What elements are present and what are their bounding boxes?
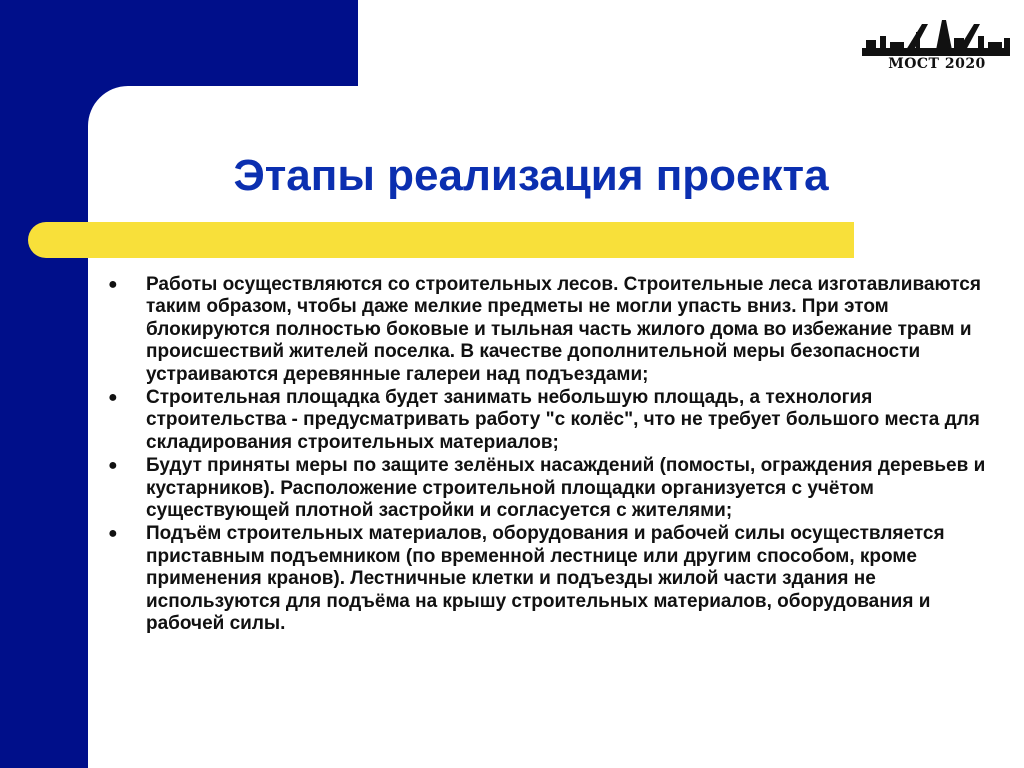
bullet-dot-icon: ● — [108, 457, 118, 475]
bullet-text: Будут приняты меры по защите зелёных насаждений (помосты, ограждения деревьев и кустарников). Расположение строительной площадки организуется с учётом существующей плотной застройки и согласуется с жителями; — [146, 455, 986, 522]
yellow-accent-band — [28, 222, 854, 258]
bullet-item — [104, 274, 994, 386]
bullet-item — [104, 387, 994, 454]
bullet-list — [104, 274, 994, 637]
bullet-text: Подъём строительных материалов, оборудования и рабочей силы осуществляется приставным подъемником (по временной лестнице или другим способом, кроме применения кранов). Лестничные клетки и подъезды жилой части здания не используются для подъёма на крышу строительных материалов, оборудования и рабочей силы. — [146, 523, 945, 635]
bullet-item — [104, 523, 994, 635]
bullet-dot-icon: ● — [108, 389, 118, 407]
bullet-dot-icon: ● — [108, 276, 118, 293]
logo-caption: МОСТ 2020 — [888, 56, 986, 72]
bullet-text: Строительная площадка будет занимать небольшую площадь, а технология строительства - предусматривать работу "с колёс", что не требует большого места для складирования строительных материалов; — [146, 387, 980, 453]
bullet-dot-icon: ● — [108, 525, 118, 543]
bullet-text: Работы осуществляются со строительных лесов. Строительные леса изготавливаются таким образом, чтобы даже мелкие предметы не могли упасть вниз. При этом блокируются полностью боковые и тыльная часть жилого дома во избежание травм и происшествий жителей поселка. В качестве дополнительной меры безопасности устраиваются деревянные галереи над подъездами; — [146, 274, 981, 385]
slide-title: Этапы реализация проекта — [233, 151, 829, 200]
bullet-item — [104, 455, 994, 522]
